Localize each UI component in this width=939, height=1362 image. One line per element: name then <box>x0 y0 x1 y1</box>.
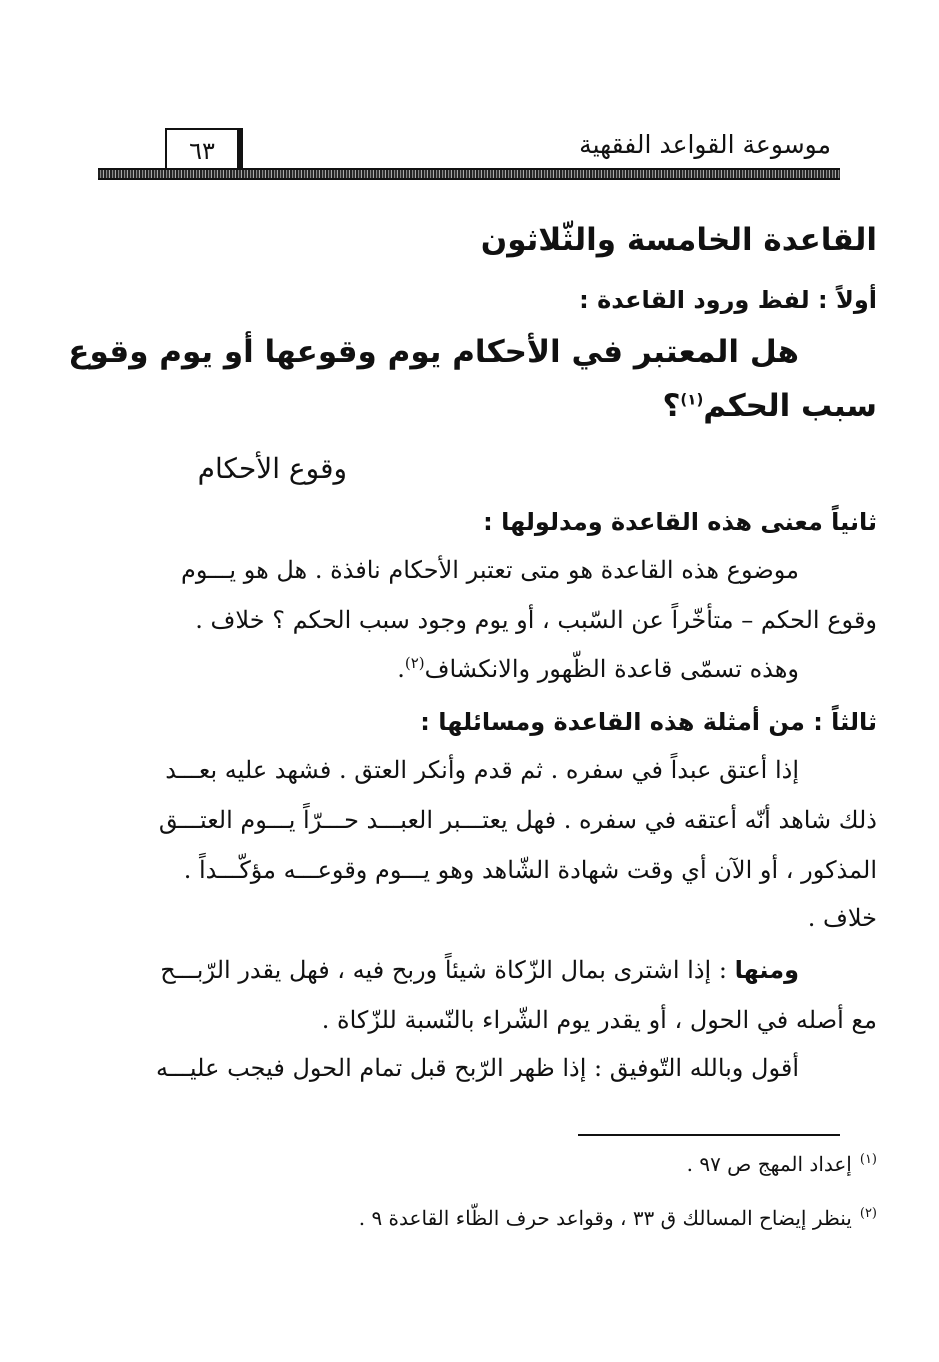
footnote-1 <box>687 1152 877 1176</box>
footnote-text: ينظر إيضاح المسالك ق ٣٣ ، وقواعد حرف الظّاء القاعدة ٩ . <box>358 1206 852 1230</box>
margin-note: وقوع الأحكام <box>197 452 347 485</box>
rule-question-line1: هل المعتبر في الأحكام يوم وقوعها أو يوم وقوع <box>68 334 799 370</box>
footnote-ref-2: (٢) <box>404 654 425 672</box>
paragraph-line: ذلك شاهد أنّه أعتقه في سفره . فهل يعتـــبر العبـــد حـــرّاً يـــوم العتـــق <box>158 806 877 834</box>
paragraph-line: أقول وبالله التّوفيق : إذا ظهر الرّبح قبل تمام الحول فيجب عليـــه <box>155 1054 799 1082</box>
paragraph-line: المذكور ، أو الآن أي وقت شهادة الشّاهد وهو يـــوم وقوعـــه مؤكّـــداً . <box>183 856 877 884</box>
header-rule <box>98 168 840 180</box>
footnote-2 <box>359 1206 877 1230</box>
question-mark: ؟ <box>662 388 681 424</box>
footnote-text: إعداد المهج ص ٩٧ . <box>686 1152 852 1176</box>
rule-question-line2 <box>662 388 877 424</box>
footnote-number: (١) <box>859 1152 877 1168</box>
paragraph-line: موضوع هذه القاعدة هو متى تعتبر الأحكام نافذة . هل هو يـــوم <box>181 556 799 584</box>
footnote-ref-1: (١) <box>680 390 704 409</box>
paragraph-line: خلاف . <box>807 904 877 932</box>
paragraph-line <box>397 654 799 683</box>
footnote-rule <box>578 1134 840 1136</box>
page-number: ٦٣ <box>189 137 215 165</box>
rule-question-text: سبب الحكم <box>703 388 877 424</box>
paragraph-line: مع أصله في الحول ، أو يقدر يوم الشّراء بالنّسبة للزّكاة . <box>321 1006 877 1034</box>
paragraph-text: وهذه تسمّى قاعدة الظّهور والانكشاف <box>424 655 799 683</box>
section-heading-second: ثانياً معنى هذه القاعدة ومدلولها : <box>483 508 877 536</box>
paragraph-text: : إذا اشترى بمال الزّكاة شيئاً وربح فيه ، فهل يقدر الرّبـــح <box>160 956 727 984</box>
min-label: ومنها <box>734 956 799 984</box>
section-heading-third: ثالثاً : من أمثلة هذه القاعدة ومسائلها : <box>420 708 877 736</box>
rule-title: القاعدة الخامسة والثّلاثون <box>480 222 877 258</box>
running-header-title: موسوعة القواعد الفقهية <box>579 130 831 159</box>
page-number-box <box>165 128 243 172</box>
period: . <box>397 655 405 683</box>
paragraph-line: إذا أعتق عبداً في سفره . ثم قدم وأنكر العتق . فشهد عليه بعـــد <box>165 756 799 784</box>
section-heading-first: أولاً : لفظ ورود القاعدة : <box>579 286 877 314</box>
paragraph-line: وقوع الحكم – متأخّراً عن السّبب ، أو يوم وجود سبب الحكم ؟ خلاف . <box>195 606 877 634</box>
footnote-number: (٢) <box>859 1206 877 1222</box>
paragraph-line <box>160 956 799 984</box>
